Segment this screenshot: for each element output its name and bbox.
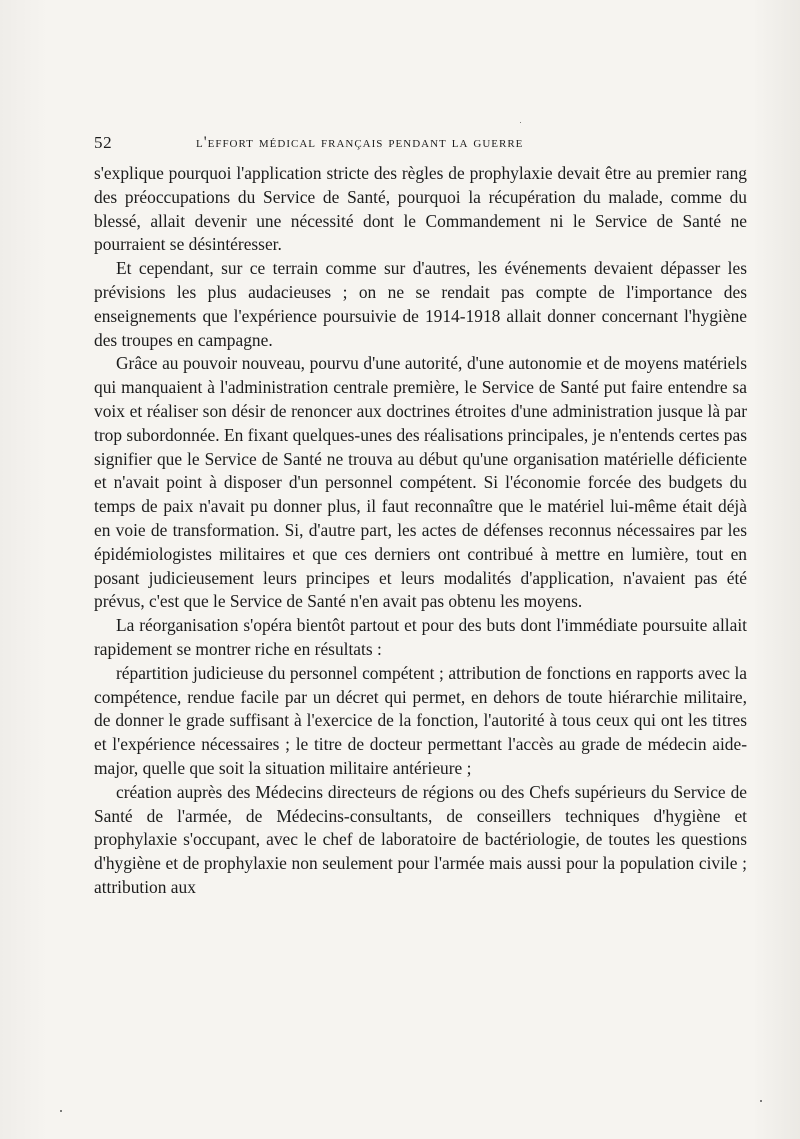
dust-speck — [760, 1100, 762, 1102]
paragraph: Et cependant, sur ce terrain comme sur d'autres, les événements devaient dépasser les prévisions les plus audacieuses ; on ne se rendait pas compte de l'importance des enseignements que l'expérience poursuivie de 1914-1918 allait donner concernant l'hygiène des troupes en campagne. — [94, 258, 747, 350]
body-text — [94, 162, 747, 900]
page-number: 52 — [94, 133, 113, 152]
running-head — [94, 133, 744, 155]
dust-speck — [520, 122, 521, 123]
paragraph: La réorganisation s'opéra bientôt partout et pour des buts dont l'immédiate poursuite allait rapidement se montrer riche en résultats : — [94, 615, 747, 659]
running-title: l'effort médical français pendant la guerre — [196, 134, 524, 151]
paragraph: Grâce au pouvoir nouveau, pourvu d'une autorité, d'une autonomie et de moyens matériels qui manquaient à l'administration centrale première, le Service de Santé put faire entendre sa voix et réaliser son désir de renoncer aux doctrines étroites d'une administration jusque là par trop subordonnée. En fixant quelques-unes des réalisations principales, je n'entends certes pas signifier que le Service de Santé ne trouva au début qu'une organisation matérielle déficiente et n'avait point à disposer d'un personnel compétent. Si l'économie forcée des budgets du temps de paix n'avait pu donner plus, il faut reconnaître que le matériel lui-même était déjà en voie de transformation. Si, d'autre part, les actes de défenses reconnus nécessaires par les épidémiologistes militaires et que ces derniers ont contribué à mettre en lumière, tout en posant judicieusement leurs principes et leurs modalités d'application, n'avaient pas été prévus, c'est que le Service de Santé n'en avait pas obtenu les moyens. — [94, 353, 747, 612]
list-item-paragraph: répartition judicieuse du personnel compétent ; attribution de fonctions en rapports avec la compétence, rendue facile par un décret qui permet, en dehors de toute hiérarchie militaire, de donner le grade suffisant à l'exercice de la fonction, l'autorité à tous ceux qui ont les titres et l'expérience nécessaires ; le titre de docteur permettant l'accès au grade de médecin aide-major, quelle que soit la situation militaire antérieure ; — [94, 662, 747, 778]
dust-speck — [60, 1110, 62, 1112]
paragraph: s'explique pourquoi l'application stricte des règles de prophylaxie devait être au premier rang des préoccupations du Service de Santé, pourquoi la récupération du malade, comme du blessé, allait devenir une nécessité dont le Commandement ni le Service de Santé ne pourraient se désintéresser. — [94, 163, 747, 255]
list-item-paragraph: création auprès des Médecins directeurs de régions ou des Chefs supérieurs du Service de Santé de l'armée, de Médecins-consultants, de conseillers techniques d'hygiène et prophylaxie s'occupant, avec le chef de laboratoire de bactériologie, de toutes les questions d'hygiène et de prophylaxie non seulement pour l'armée mais aussi pour la population civile ; attribution aux — [94, 781, 747, 897]
